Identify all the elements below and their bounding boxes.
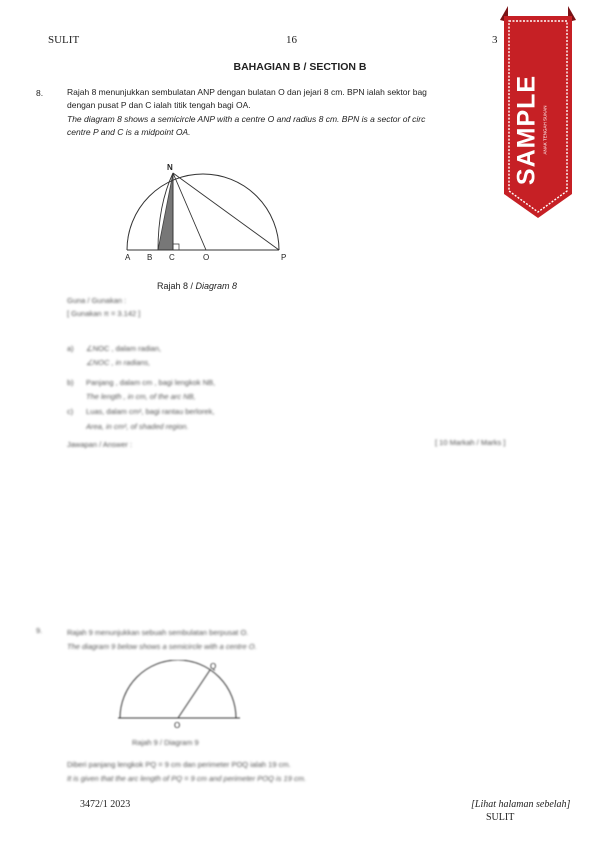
label-c: C	[169, 253, 175, 262]
label-p: P	[281, 253, 287, 262]
use-label: Guna / Gunakan :	[67, 296, 127, 305]
semicircle-anp	[127, 174, 279, 250]
footer-turn-over: [Lihat halaman sebelah]	[471, 799, 571, 810]
part-b-label: b)	[67, 378, 74, 387]
label-q: Q	[210, 662, 217, 671]
part-c-label: c)	[67, 407, 74, 416]
question-9-english: The diagram 9 below shows a semicircle with a centre O.	[67, 642, 257, 651]
part-a-label: a)	[67, 344, 74, 353]
page-number: 16	[286, 34, 297, 46]
part-a-malay: ∠NOC , dalam radian,	[86, 344, 162, 353]
question-8-number: 8.	[36, 88, 44, 98]
part-a-english: ∠NOC , in radians,	[86, 358, 151, 367]
label-a: A	[125, 253, 131, 262]
question-8-english-2: centre P and C is a midpoint OA.	[67, 127, 191, 137]
question-9-given-malay: Diberi panjang lengkok PQ = 9 cm dan perimeter POQ ialah 19 cm.	[67, 760, 291, 769]
diagram-9-caption: Rajah 9 / Diagram 9	[132, 738, 199, 747]
right-angle-mark	[173, 244, 179, 250]
use-value: [ Gunakan π = 3.142 ]	[67, 309, 141, 318]
diagram-8-caption-ms: Rajah 8 /	[157, 281, 196, 291]
answer-label: Jawapan / Answer :	[67, 440, 133, 449]
footer-sulit: SULIT	[486, 812, 515, 823]
question-8-english-1: The diagram 8 shows a semicircle ANP with a centre O and radius 8 cm. BPN is a sector of circ	[67, 114, 426, 124]
label-n: N	[167, 163, 173, 172]
label-o: O	[203, 253, 210, 262]
diagram-9	[110, 660, 250, 730]
diagram-8-caption-en: Diagram 8	[195, 281, 238, 291]
shaded-region	[158, 173, 173, 250]
label-b: B	[147, 253, 153, 262]
ribbon-subtext: ANAK TENGAH SUKAN	[542, 105, 548, 155]
question-9-number: 9.	[36, 626, 43, 635]
diagram-8-caption	[157, 281, 237, 291]
radius-oq	[178, 670, 210, 718]
line-np	[173, 173, 279, 250]
ribbon-text: SAMPLE	[512, 74, 541, 186]
footer-code: 3472/1 2023	[80, 799, 131, 810]
header-sulit: SULIT	[48, 34, 80, 46]
label-o-9: O	[174, 721, 181, 730]
question-9-malay: Rajah 9 menunjukkan sebuah sembulatan berpusat O.	[67, 628, 249, 637]
part-c-malay: Luas, dalam cm², bagi rantau berlorek,	[86, 407, 215, 416]
question-8-malay-2: dengan pusat P dan C ialah titik tengah bagi OA.	[67, 100, 251, 110]
diagram-8	[110, 160, 320, 270]
marks-label: [ 10 Markah / Marks ]	[435, 438, 506, 447]
part-b-english: The length , in cm, of the arc NB,	[86, 392, 196, 401]
part-c-english: Area, in cm², of shaded region.	[86, 422, 189, 431]
semicircle-9	[120, 660, 236, 718]
header-code: 3	[492, 34, 498, 46]
question-9-given-english: It is given that the arc length of PQ = 9 cm and perimeter POQ is 19 cm.	[67, 774, 307, 783]
part-b-malay: Panjang , dalam cm , bagi lengkok NB,	[86, 378, 216, 387]
question-8-malay-1: Rajah 8 menunjukkan sembulatan ANP dengan bulatan O dan jejari 8 cm. BPN ialah sektor bag	[67, 87, 427, 97]
section-title: BAHAGIAN B / SECTION B	[233, 61, 367, 73]
